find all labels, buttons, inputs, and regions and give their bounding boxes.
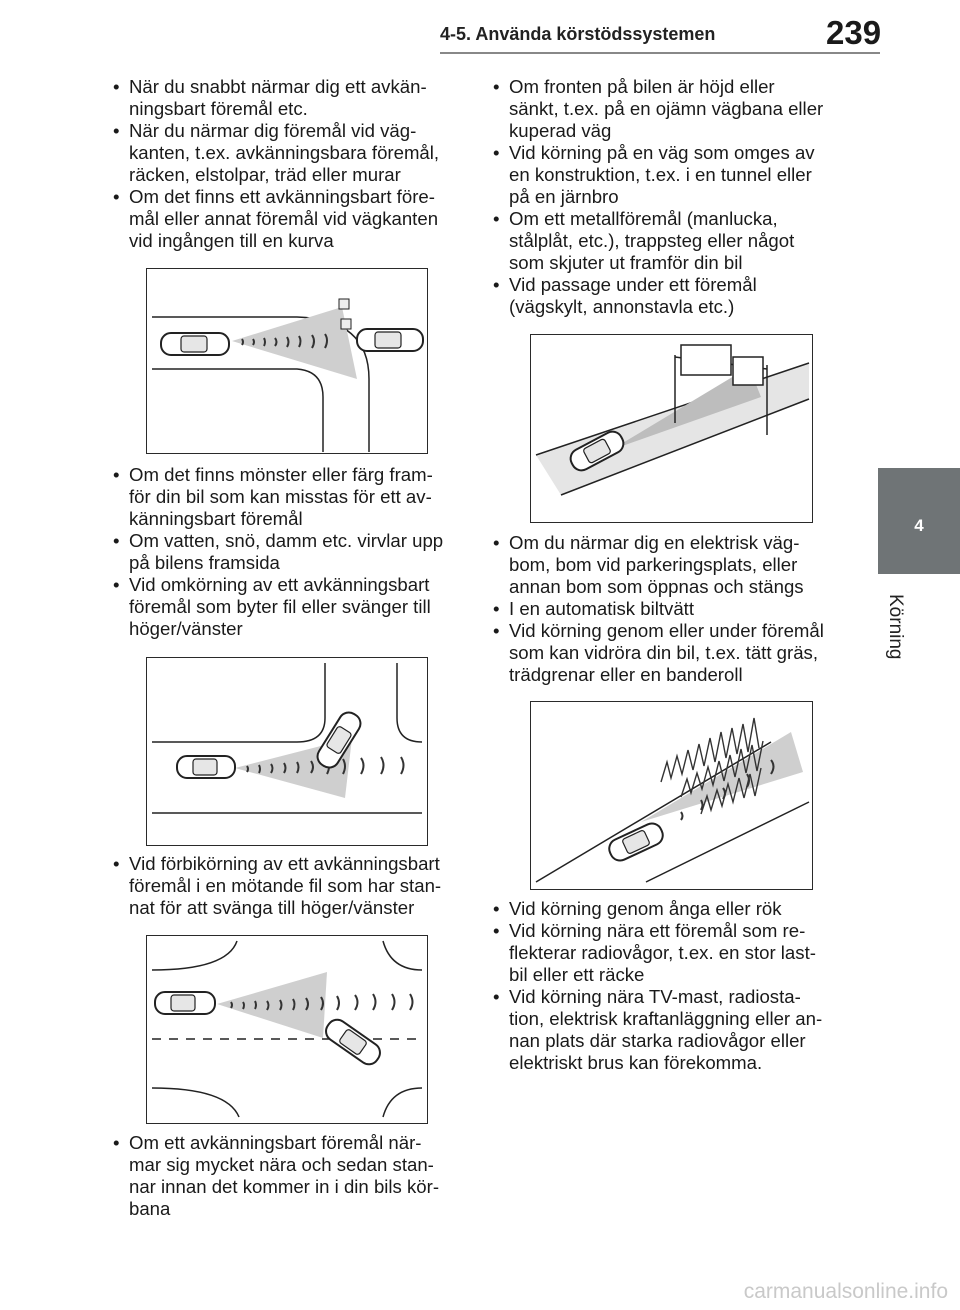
bullet-list — [492, 532, 862, 686]
bullet-item: • Om vatten, snö, damm etc. virvlar upp på bilens framsida — [112, 530, 472, 574]
bullet-item: • Vid körning på en väg som omges av en konstruktion, t.ex. i en tunnel eller på en järnbro — [492, 142, 862, 208]
bullet-item: • Om ett avkänningsbart föremål när- mar sig mycket nära och sedan stan- nar innan det kommer in i din bils kör- bana — [112, 1132, 472, 1220]
bullet-item: • Om det finns ett avkänningsbart före- mål eller annat föremål vid vägkanten vid ingången till en kurva — [112, 186, 472, 252]
bullet-list — [112, 76, 472, 252]
figure-oncoming-lane — [146, 935, 428, 1124]
section-title: 4-5. Använda körstödssystemen — [440, 24, 716, 44]
figure-curve-roadside-objects — [146, 268, 428, 454]
figure-overtaking-turning — [146, 657, 428, 846]
bullet-item: • Vid körning genom ånga eller rök — [492, 898, 862, 920]
figure-dense-grass — [530, 701, 813, 890]
bullet-item: • Om det finns mönster eller färg fram- för din bil som kan misstas för ett av- känningsbart föremål — [112, 464, 472, 530]
bullet-item: • Vid körning nära ett föremål som re- flekterar radiovågor, t.ex. en stor last- bil eller ett räcke — [492, 920, 862, 986]
header-divider — [440, 52, 880, 54]
chapter-number: 4 — [914, 516, 924, 535]
bullet-item: • När du snabbt närmar dig ett avkän- ningsbart föremål etc. — [112, 76, 472, 120]
watermark: carmanualsonline.info — [743, 1280, 948, 1303]
figure-overhead-sign — [530, 334, 813, 523]
bullet-item: • Om du närmar dig en elektrisk väg- bom, bom vid parkeringsplats, eller annan bom som öppnas och stängs — [492, 532, 862, 598]
bullet-item: • Vid körning nära TV-mast, radiosta- tion, elektrisk kraftanläggning eller an- nan plats där starka radiovågor eller elektriskt brus kan förekomma. — [492, 986, 862, 1074]
chapter-tab[interactable] — [878, 468, 960, 574]
bullet-item: • Vid passage under ett föremål (vägskylt, annonstavla etc.) — [492, 274, 862, 318]
bullet-item: • I en automatisk biltvätt — [492, 598, 862, 620]
bullet-item: • Om fronten på bilen är höjd eller sänkt, t.ex. på en ojämn vägbana eller kuperad väg — [492, 76, 862, 142]
page-number: 239 — [826, 14, 882, 51]
bullet-list — [112, 853, 472, 919]
bullet-item: • Om ett metallföremål (manlucka, stålplåt, etc.), trappsteg eller något som skjuter ut framför din bil — [492, 208, 862, 274]
bullet-item: • Vid omkörning av ett avkänningsbart föremål som byter fil eller svänger till höger/vänster — [112, 574, 472, 640]
bullet-list — [112, 464, 472, 640]
bullet-item: • Vid förbikörning av ett avkänningsbart föremål i en mötande fil som har stan- nat för att svänga till höger/vänster — [112, 853, 472, 919]
bullet-list — [112, 1132, 472, 1220]
bullet-list — [492, 898, 862, 1074]
bullet-item: • När du närmar dig föremål vid väg- kanten, t.ex. avkänningsbara föremål, räcken, elstolpar, träd eller murar — [112, 120, 472, 186]
bullet-item: • Vid körning genom eller under föremål som kan vidröra din bil, t.ex. tätt gräs, trädgrenar eller en banderoll — [492, 620, 862, 686]
chapter-label: Körning — [885, 594, 906, 660]
bullet-list — [492, 76, 862, 318]
